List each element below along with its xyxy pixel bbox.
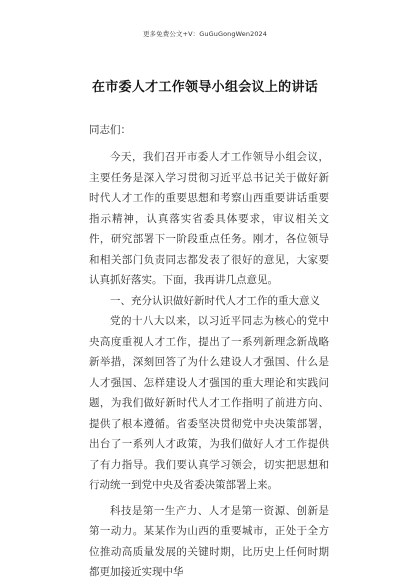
header-note: 更多免费公文+V：GuGuGongWen2024 [142,30,268,38]
document-body [89,120,329,583]
paragraph-body: 党的十八大以来，以习近平同志为核心的党中央高度重视人才工作，提出了一系列新理念新战略新举措，深刻回答了为什么建设人才强国、什么是人才强国、怎样建设人才强国的重大理论和实践问题，为我们做好新时代人才工作指明了前进方向、提供了根本遵循。省委坚决贯彻党中央决策部署，出台了一系列人才政策，为我们做好人才工作提供了有力指导。我们要认真学习领会，切实把思想和行动统一到党中央及省委决策部署上来。 [89,315,329,491]
section-heading-1: 一、充分认识做好新时代人才工作的重大意义 [110,294,320,307]
paragraph-opening: 今天，我们召开市委人才工作领导小组会议，主要任务是深入学习贯彻习近平总书记关于做好新时代人才工作的重要思想和考察山西重要讲话重要指示精神，认真落实省委具体要求，审议相关文件，研究部署下一阶段重点任务。刚才，各位领导和相关部门负责同志都发表了很好的意见，大家要认真抓好落实。下面，我再讲几点意见。 [89,151,329,286]
paragraph-body: 科技是第一生产力、人才是第一资源、创新是第一动力。某某作为山西的重要城市，正处于全方位推动高质量发展的关键时期，比历史上任何时期都更加接近实现中华 [89,504,329,578]
salutation: 同志们： [89,124,131,136]
document-title: 在市委人才工作领导小组会议上的讲话 [91,80,319,95]
